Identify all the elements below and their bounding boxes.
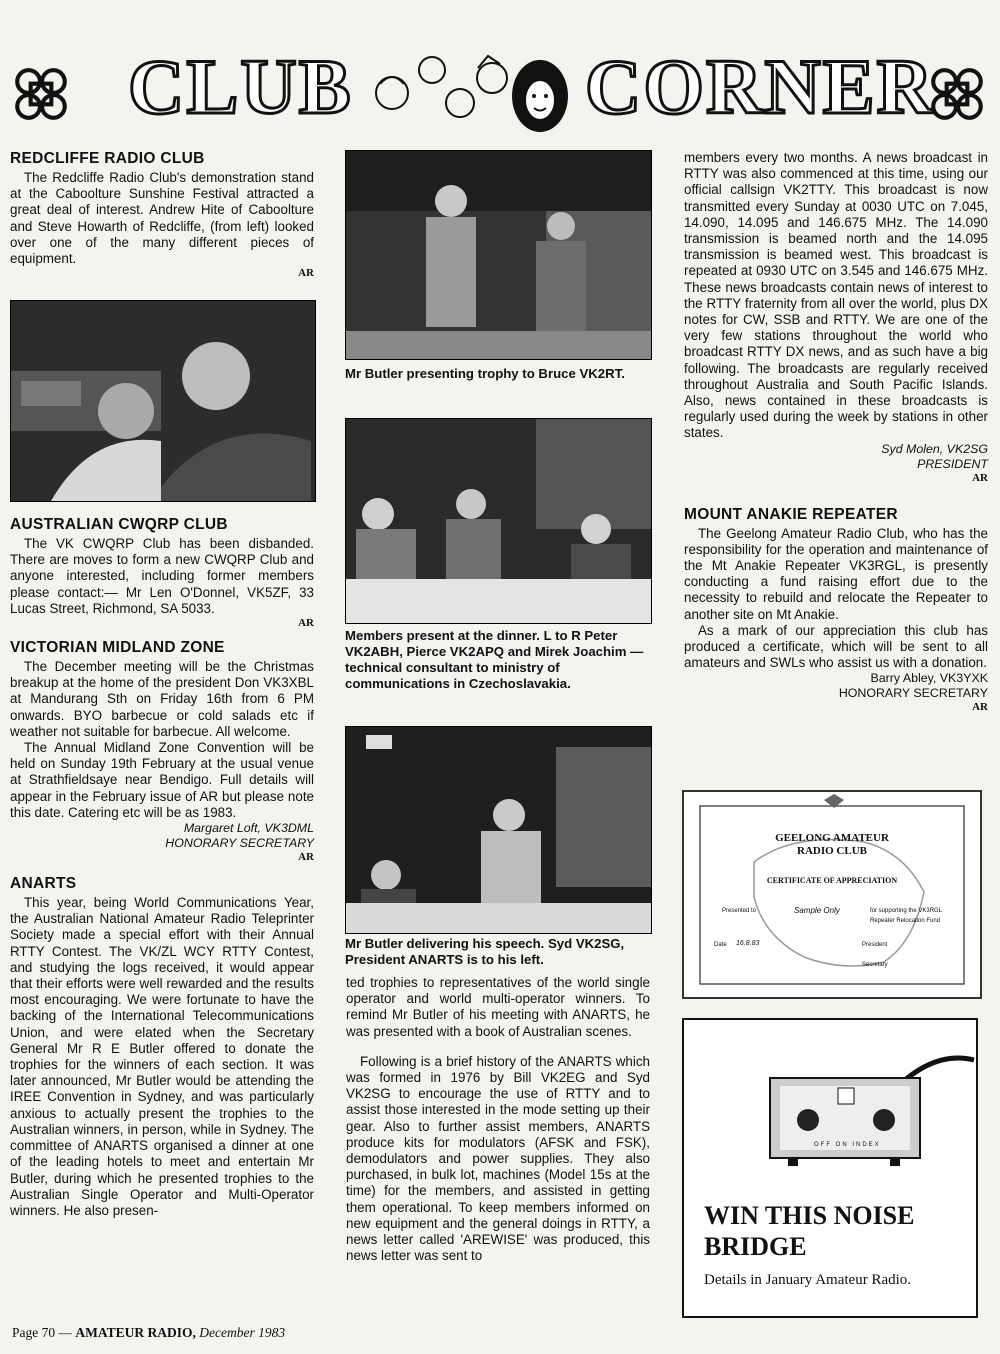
ad-title — [704, 1200, 964, 1262]
article-cwqrp — [10, 516, 314, 629]
midland-text-2: The Annual Midland Zone Convention will be held on Sunday 19th February at the usual venue at Strathfieldsaye near Bendigo. Full details will appear in the February issue of AR but please note this date. Catering etc will be as 1983. — [10, 740, 314, 820]
caption-photo-2: Members present at the dinner. L to R Peter VK2ABH, Pierce VK2APQ and Mirek Joachim — technical consultant to ministry of communications in Czechoslavakia. — [345, 628, 644, 691]
signature-name: Syd Molen, VK2SG — [881, 441, 988, 456]
anarts-signature — [684, 442, 988, 472]
certificate-club-line-2: RADIO CLUB — [797, 845, 867, 857]
cartoon-faces-icon — [370, 48, 570, 138]
article-anarts — [10, 875, 314, 1219]
ad-subtitle: Details in January Amateur Radio. — [704, 1272, 912, 1288]
certificate-club-line-1: GEELONG AMATEUR — [775, 832, 889, 844]
anarts-continued-text: ted trophies to representatives of the world single operator and world multi-operator winners. To remind Mr Butler of his meeting with ANARTS, he was presented with a book of Australian scenes. — [346, 975, 650, 1039]
device-label-on: ON — [835, 1142, 849, 1148]
ar-mark: AR — [298, 267, 314, 280]
anarts-history-text: Following is a brief history of the ANARTS which was formed in 1976 by Bill VK2EG and Syd VK2SG to encourage the use of RTTY and to assist those interested in the mode setting up their gear. Also to further assist members, ANARTS produce kits for modulators (AFSK and FSK), demodulators and power supplies. They also purchased, in bulk lot, machines (Model 15s at the time) for the members, and assisted in getting them operational. To keep members informed on new equipment and the general doings in RTTY, a news letter called 'AREWISE' was produced, this news letter was sent to — [346, 1053, 650, 1264]
column-1-lower — [10, 516, 314, 1219]
certificate-sample: Sample Only — [794, 906, 840, 915]
heading-australian-cwqrp-club: AUSTRALIAN CWQRP CLUB — [10, 516, 228, 533]
noise-bridge-advertisement — [682, 1018, 978, 1318]
photo-butler-presenting-trophy — [345, 150, 652, 360]
page-footer — [12, 1325, 285, 1341]
ar-mark: AR — [298, 617, 314, 630]
certificate-president-label: President — [862, 942, 888, 948]
ar-mark: AR — [972, 701, 988, 714]
certificate-title: CERTIFICATE OF APPRECIATION — [766, 876, 898, 885]
certificate-secretary-label: Secretary — [862, 962, 888, 968]
article-redcliffe — [10, 150, 314, 279]
signature-name: Barry Abley, VK3YXK — [870, 671, 988, 686]
ar-mark: AR — [298, 851, 314, 864]
ar-mark: AR — [972, 471, 988, 484]
certificate-support: for supporting the VK3RGL — [870, 908, 943, 914]
signature-title: PRESIDENT — [917, 456, 988, 471]
footer-date: December 1983 — [195, 1325, 286, 1340]
anakie-signature — [684, 671, 988, 701]
anakie-text-2: As a mark of our appreciation this club has produced a certificate, which will be sent to all amateurs and SWLs who assist us with a donation. — [684, 622, 988, 671]
redcliffe-text: The Redcliffe Radio Club's demonstration stand at the Caboolture Sunshine Festival attracted a great deal of interest. Andrew Hite of Caboolture and Steve Howarth of Redcliffe, (from left) looked over one of the many different pieces of equipment. — [10, 170, 314, 267]
knot-ornament-icon — [10, 63, 72, 125]
caption-photo-1: Mr Butler presenting trophy to Bruce VK2RT. — [345, 366, 625, 381]
anakie-text-1: The Geelong Amateur Radio Club, who has the responsibility for the operation and maintenance of the Mt Anakie Repeater VK3RGL, is presently conducting a fund raising effort due to the necessity to rebuild and relocate the Repeater to another site on Mt Anakie. — [684, 525, 988, 622]
banner-word-corner: CORNER — [585, 43, 936, 130]
article-mount-anakie-repeater — [684, 506, 988, 714]
certificate-of-appreciation — [682, 790, 982, 999]
photo-members-at-dinner — [345, 418, 652, 624]
ad-title-line-2: BRIDGE — [704, 1232, 807, 1261]
article-victorian-midland-zone — [10, 639, 314, 863]
signature-title: HONORARY SECRETARY — [838, 686, 988, 701]
knot-ornament-icon — [926, 63, 988, 125]
heading-anarts: ANARTS — [10, 875, 77, 893]
certificate-presented-to: Presented to — [722, 908, 757, 914]
signature-title: HONORARY SECRETARY — [165, 836, 314, 851]
photo-redcliffe-operators — [10, 300, 316, 502]
caption-photo-3: Mr Butler delivering his speech. Syd VK2SG, President ANARTS is to his left. — [345, 936, 625, 967]
photo-butler-speech — [345, 726, 652, 934]
midland-text-1: The December meeting will be the Christmas breakup at the home of the president Don VK3XBL at Mandurang Sth on Friday 16th from 6 PM onwards. BYO barbecue or cold salads etc if weather not suitable for barbecue. All welcome. — [10, 659, 314, 739]
midland-signature — [10, 821, 314, 851]
heading-redcliffe-radio-club: REDCLIFFE RADIO CLUB — [10, 150, 205, 167]
ad-title-line-1: WIN THIS NOISE — [704, 1201, 915, 1230]
footer-page: Page 70 — — [12, 1325, 76, 1340]
noise-bridge-device-icon — [684, 1020, 976, 1190]
device-label-index: INDEX — [852, 1142, 881, 1148]
heading-victorian-midland-zone: VICTORIAN MIDLAND ZONE — [10, 639, 225, 657]
certificate-date-label: Date — [714, 942, 727, 948]
device-label-off: OFF — [814, 1142, 832, 1148]
signature-name: Margaret Loft, VK3DML — [183, 821, 314, 836]
footer-magazine: AMATEUR RADIO, — [75, 1325, 196, 1340]
rtty-broadcast-text: members every two months. A news broadcast in RTTY was also commenced at this time, using our official callsign VK2TTY. This broadcast is now transmitted every Sunday at 0030 UTC on 7.045, 14.090, 14.095 and 146.675 MHz. The 14.090 transmission is beamed north and the 14.095 transmission is beamed west. This broadcast is repeated at 0930 UTC on 3.545 and 146.675 MHz. These news broadcasts contain news of interest to the RTTY fraternity from all over the world, plus DX notes for CW, SSB and RTTY. We are one of the very few stations throughout the world who broadcast RTTY DX news, and as such have a big following. The broadcasts are regularly received throughout Australia and South Pacific Islands. Also, news contained in these broadcasts is regularly used during the week by stations in other states. — [684, 150, 988, 441]
column-3 — [684, 150, 988, 713]
certificate-date-value: 16.8.83 — [736, 940, 760, 947]
heading-mount-anakie-repeater: MOUNT ANAKIE REPEATER — [684, 505, 898, 523]
banner-word-club: CLUB — [128, 43, 353, 130]
column-1 — [10, 150, 314, 279]
column-2-text — [346, 975, 650, 1264]
certificate-fund: Repeater Relocation Fund — [870, 918, 941, 924]
cwqrp-text: The VK CWQRP Club has been disbanded. There are moves to form a new CWQRP Club and anyone interested, including former members please contact:— Mr Len O'Donnel, VK5ZF, 33 Lucas Street, Richmond, SA 5033. — [10, 536, 314, 616]
anarts-text: This year, being World Communications Year, the Australian National Amateur Radio Teleprinter Society made a special effort with their Annual RTTY Contest. The VK/ZL WCY RTTY Contest, and studying the logs received, it would appear that their efforts were well rewarded and the results most encouraging. We were fortunate to have the backing of the International Telecommunications Union, and were elated when the Secretary General Mr R E Butler offered to donate the trophies for the winners of each section. It was later announced, Mr Butler would be attending the IREE Convention in Sydney, and was particularly anxious to actually present the trophies to the Australian winners, in person, while in Sydney. The committee of ANARTS organised a dinner at one of the leading hotels to meet and entertain Mr Butler, during which he presented trophies to the Australian Single Operator and Multi-Operator winners. He also presen- — [10, 895, 314, 1218]
